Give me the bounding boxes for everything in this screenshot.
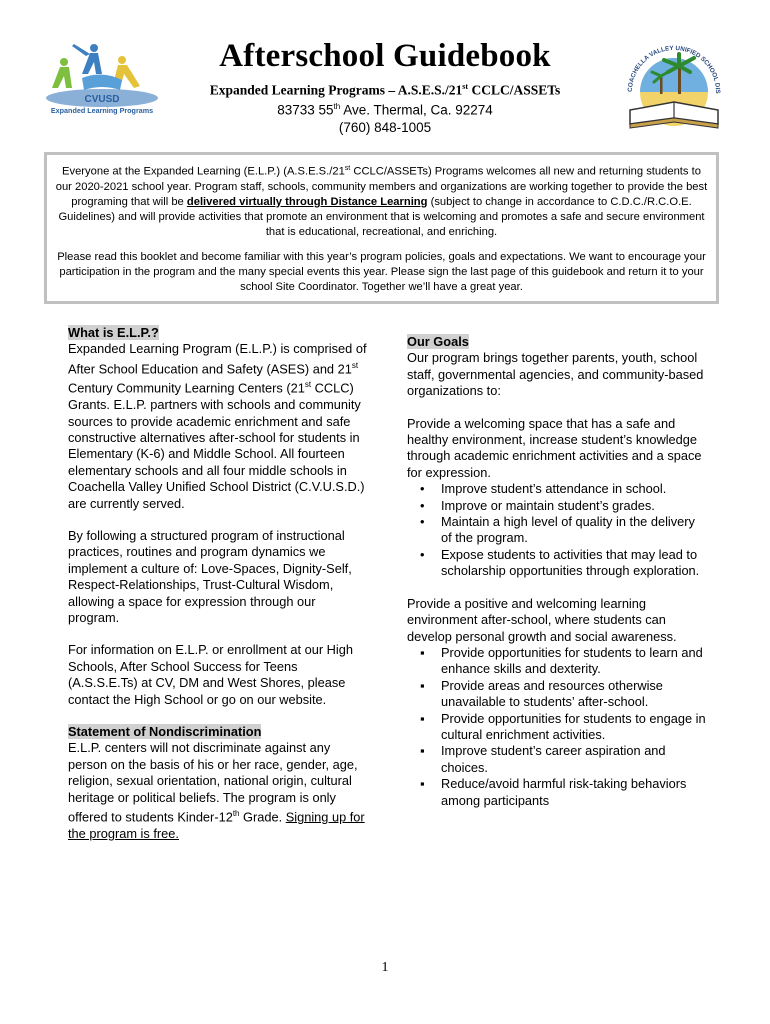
welcome-notice <box>44 152 719 304</box>
goal-1-text: Provide a welcoming space that has a safe and healthy environment, increase student’s knowledge through academic enrichment activities and a space for expression. <box>407 415 702 480</box>
list-item: • Maintain a high level of quality in the delivery of the program. <box>420 514 695 546</box>
list-item: ▪ Provide opportunities for students to engage in cultural enrichment activities. <box>420 710 706 742</box>
phone-number: (760) 848-1005 <box>338 120 432 135</box>
list-item: ▪ Improve student’s career aspiration and choices. <box>420 743 666 775</box>
list-item: ▪ Provide opportunities for students to learn and enhance skills and dexterity. <box>420 644 703 677</box>
list-item: • Improve student’s attendance in school. <box>420 481 667 497</box>
goal-2-text: Provide a positive and welcoming learning environment after-school, where students can develop personal growth and social awareness. <box>407 595 677 644</box>
svg-text:CVUSD: CVUSD <box>84 94 120 105</box>
what-is-elp-heading: What is E.L.P.? <box>68 325 159 340</box>
list-item: ▪ Reduce/avoid harmful risk-taking behaviors among participants <box>420 776 687 808</box>
structured-program-text: By following a structured program of instructional practices, routines and program dynamics we implement a culture of: Love-Spaces, Dignity-Self, Respect-Relationships, Trust-Cultural Wisdom, allowing a space for expression through our program. <box>68 528 352 626</box>
list-item: ▪ Provide areas and resources otherwise unavailable to students’ after-school. <box>420 677 663 710</box>
our-goals-heading: Our Goals <box>407 334 469 349</box>
goal-2-list <box>407 645 707 809</box>
enrollment-info-text: For information on E.L.P. or enrollment at our High Schools, After School Success for Teens (A.S.S.E.Ts) at CV, DM and West Shores, please contact the High School or go on our website. <box>68 642 353 707</box>
nondiscrimination-heading: Statement of Nondiscrimination <box>68 724 262 740</box>
welcome-paragraph: Everyone at the Expanded Learning (E.L.P.) (A.S.E.S./21st CCLC/ASSETs) Programs welcomes all new and returning students to our 2020-2021 school year. Program staff, schools, community members and organizations are working together to provide the best programing that will be delivered virtually through Distance Learning (subject to change in accordance to C.D.C./R.C.O.E. Guidelines) and will provide activities that promote an environment that is welcoming and promotes a safe and secure environment that is educational, recreational, and enriching. <box>55 165 708 238</box>
svg-text:Expanded Learning Programs: Expanded Learning Programs <box>50 106 154 115</box>
list-item: • Expose students to activities that may lead to scholarship opportunities through exploration. <box>420 546 700 579</box>
what-is-elp-text: Expanded Learning Program (E.L.P.) is comprised of After School Education and Safety (ASES) and 21st Century Community Learning Centers (21st CCLC) Grants. E.L.P. partners with schools and community sources to provide academic enrichment and safe constructive alternatives after-school for students in Elementary (K-6) and Middle School. All fourteen elementary schools and all four middle schools in Coachella Valley Unified School District (C.V.U.S.D.) are currently served. <box>68 341 367 511</box>
right-column <box>407 334 707 809</box>
page-title: Afterschool Guidebook <box>219 38 551 74</box>
svg-text:COACHELLA VALLEY UNIFIED SCHOO: COACHELLA VALLEY UNIFIED SCHOOL DIS <box>626 44 722 94</box>
goals-intro: Our program brings together parents, youth, school staff, governmental agencies, and community-based organizations to: <box>407 350 704 399</box>
guidebook-paragraph: Please read this booklet and become familiar with this year’s program policies, goals and expectations. We want to encourage your participation in the program and the many special events this year. Please sign the last page of this guidebook and return it to your school Site Coordinator. Together we’ll have a great year. <box>57 250 706 293</box>
goal-1-list <box>407 481 707 579</box>
program-subtitle: Expanded Learning Programs – A.S.E.S./21st CCLC/ASSETs <box>209 82 561 98</box>
nondiscrimination-text: E.L.P. centers will not discriminate against any person on the basis of his or her race, gender, age, religion, sexual orientation, national origin, cultural heritage or political beliefs. The program is only offered to students Kinder-12th Grade. Signing up for the program is free. <box>68 740 365 841</box>
page-number: 1 <box>381 960 389 975</box>
address: 83733 55th Ave. Thermal, Ca. 92274 <box>277 102 493 118</box>
left-column <box>68 325 368 842</box>
list-item: • Improve or maintain student’s grades. <box>420 497 655 513</box>
